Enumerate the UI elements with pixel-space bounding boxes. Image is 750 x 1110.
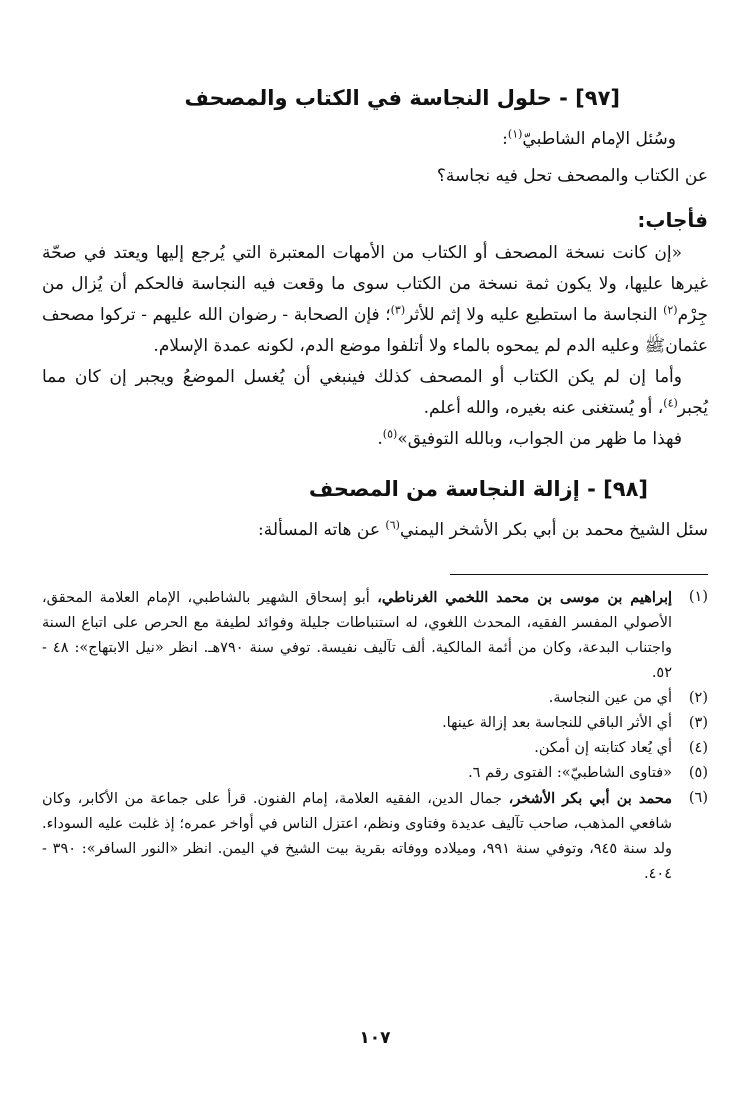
- question-intro: وسُئل الإمام الشاطبيّ$^{(١)}$:: [502, 127, 676, 149]
- footnote-6: [42, 786, 708, 887]
- footnote-text: «فتاوى الشاطبيّ»: الفتوى رقم ٦.: [468, 765, 672, 781]
- answer-label: فأجاب:: [637, 208, 708, 232]
- footnote-number: (٦): [688, 790, 708, 806]
- footnote-text: إبراهيم بن موسى بن محمد اللخمي الغرناطي، أبو إسحاق الشهير بالشاطبي، الإمام العلامة المحقق، الأصولي المفسر الفقيه، المحدث اللغوي، له استنباطات جليلة وفوائد لطيفة مع الحرص على اتباع السنة واجتناب البدعة، وكان من أئمة المالكية. ألف تآليف نفيسة. توفي سنة ٧٩٠هـ. انظر «نيل الابتهاج»: ٤٨ - ٥٢.: [42, 589, 673, 681]
- question-text: عن الكتاب والمصحف تحل فيه نجاسة؟: [436, 166, 708, 186]
- answer-paragraph-2: وأما إن لم يكن الكتاب أو المصحف كذلك فينبغي أن يُغسل الموضعُ ويجبر إن كان مما يُجبر$^{(٤)}$، أو يُستغنى عنه بغيره، والله أعلم.: [42, 367, 708, 418]
- page-number: ١٠٧: [359, 1028, 391, 1048]
- footnote-number: (٢): [688, 690, 708, 706]
- footnotes: [42, 585, 708, 887]
- page-body: [42, 78, 708, 887]
- answer-paragraph-3: فهذا ما ظهر من الجواب، وبالله التوفيق»$^{(٥)}$.: [377, 427, 682, 449]
- footnote-divider: [42, 546, 708, 585]
- footnote-ref-1[interactable]: (١): [507, 127, 523, 141]
- footnote-ref-6[interactable]: (٦): [385, 518, 400, 532]
- question-98: سئل الشيخ محمد بن أبي بكر الأشخر اليمني$^{(٦)}$ عن هاته المسألة:: [258, 518, 708, 540]
- footnote-1: [42, 585, 708, 686]
- footnote-4: [42, 736, 708, 761]
- footnote-ref-2[interactable]: (٢): [663, 303, 678, 317]
- footnote-3: [42, 711, 708, 736]
- footnote-ref-3[interactable]: (٣): [390, 303, 406, 317]
- footnote-number: (٤): [688, 740, 708, 756]
- footnote-ref-5[interactable]: (٥): [382, 427, 398, 441]
- footnote-5: [42, 761, 708, 786]
- footnote-text: محمد بن أبي بكر الأشخر، جمال الدين، الفقيه العلامة، إمام الفنون. قرأ على جماعة من الأكابر، وكان شافعي المذهب، صاحب تآليف عديدة وفتاوى ونظم، اعتزل الناس في أواخر عمره؛ إذ غلبت عليه السوداء. ولد سنة ٩٤٥، وتوفي سنة ٩٩١، وميلاده ووفاته بقرية بيت الشيخ في اليمن. انظر «النور السافر»: ٣٩٠ - ٤٠٤.: [42, 790, 672, 882]
- answer-paragraph-1: «إن كانت نسخة المصحف أو الكتاب من الأمهات المعتبرة التي يُرجع إليها ويعتد في صحّة غيرها عليها، ولا يكون ثمة نسخة من الكتاب سوى ما وقعت فيه النجاسة فالحكم أن يُزال من جِرْم$^{(٢)}$ النجاسة ما استطيع عليه ولا إثم للأثر$^{(٣)}$؛ فإن الصحابة - رضوان الله عليهم - تركوا مصحف عثمانﷺ وعليه الدم لم يمحوه بالماء ولا أتلفوا موضع الدم، لكونه عمدة الإسلام.: [42, 243, 708, 356]
- footnote-number: (١): [688, 589, 708, 605]
- section-heading-98: [٩٨] - إزالة النجاسة من المصحف: [308, 477, 648, 501]
- footnote-2: [42, 686, 708, 711]
- footnote-text: أي من عين النجاسة.: [548, 690, 672, 706]
- footnote-number: (٣): [688, 715, 708, 731]
- footnote-text: أي يُعاد كتابته إن أمكن.: [534, 740, 672, 756]
- footnote-text: أي الأثر الباقي للنجاسة بعد إزالة عينها.: [442, 715, 672, 731]
- footnote-ref-4[interactable]: (٤): [663, 396, 678, 410]
- footnote-number: (٥): [688, 765, 708, 781]
- section-heading-97: [٩٧] - حلول النجاسة في الكتاب والمصحف: [184, 86, 620, 110]
